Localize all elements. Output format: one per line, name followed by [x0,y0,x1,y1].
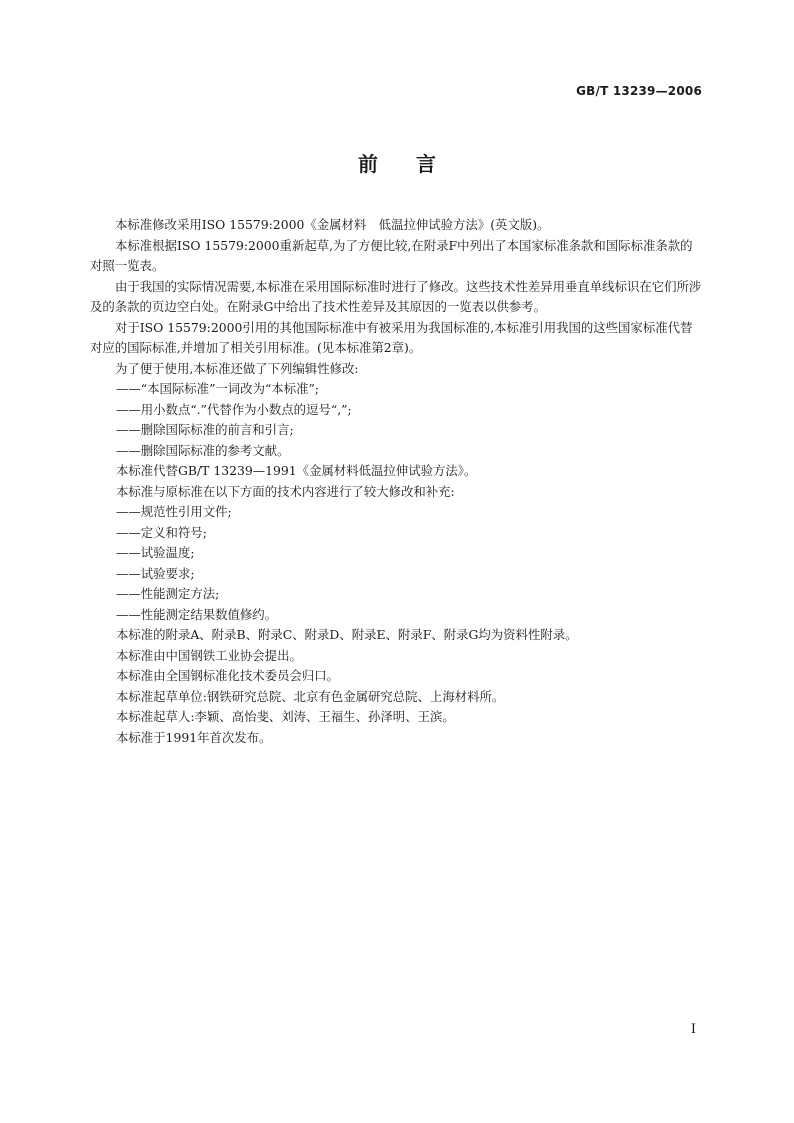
paragraph-drafters: 本标准起草人:李颖、高怡斐、刘涛、王福生、孙泽明、王滨。 [116,709,455,724]
paragraph-replaces: 本标准代替GB/T 13239—1991《金属材料低温拉伸试验方法》。 [116,463,477,478]
paragraph-editorial-intro: 为了便于使用,本标准还做了下列编辑性修改: [115,360,359,376]
paragraph-first-issue: 本标准于1991年首次发布。 [116,729,272,745]
paragraph-changes-intro: 本标准与原标准在以下方面的技术内容进行了较大修改和补充: [116,483,455,499]
page-number: I [690,1022,696,1037]
editorial-change-item: ——删除国际标准的前言和引言; [116,422,294,437]
technical-change-item: ——性能测定方法; [116,586,220,601]
standard-code: GB/T 13239—2006 [576,84,702,98]
technical-change-item: ——试验要求; [116,565,195,581]
technical-change-item: ——定义和符号; [116,524,207,540]
editorial-change-item: ——用小数点“.”代替作为小数点的逗号“,”; [116,401,352,417]
page-title: 前言 [358,152,474,176]
paragraph-proposer: 本标准由中国钢铁工业协会提出。 [116,647,302,663]
technical-change-item: ——试验温度; [116,545,195,560]
paragraph-drafting-units: 本标准起草单位:钢铁研究总院、北京有色金属研究总院、上海材料所。 [116,688,505,704]
editorial-change-item: ——删除国际标准的参考文献。 [116,442,290,458]
foreword-body [90,215,704,748]
paragraph-adoption: 本标准修改采用ISO 15579:2000《金属材料 低温拉伸试验方法》(英文版)。 [115,217,550,232]
technical-change-item: ——规范性引用文件; [116,504,232,519]
paragraph-committee: 本标准由全国钢标准化技术委员会归口。 [116,668,340,683]
paragraph-redrafting: 本标准根据ISO 15579:2000重新起草,为了方便比较,在附录F中列出了本国家标准条款和国际标准条款的对照一览表。 [90,237,693,273]
paragraph-annexes: 本标准的附录A、附录B、附录C、附录D、附录E、附录F、附录G均为资料性附录。 [116,627,578,642]
editorial-change-item: ——“本国际标准”一词改为“本标准”; [116,381,319,396]
paragraph-referenced-standards: 对于ISO 15579:2000引用的其他国际标准中有被采用为我国标准的,本标准引用我国的这些国家标准代替对应的国际标准,并增加了相关引用标准。(见本标准第2章)。 [90,319,693,355]
paragraph-modifications: 由于我国的实际情况需要,本标准在采用国际标准时进行了修改。这些技术性差异用垂直单线标识在它们所涉及的条款的页边空白处。在附录G中给出了技术性差异及其原因的一览表以供参考。 [90,278,702,314]
technical-change-item: ——性能测定结果数值修约。 [116,606,278,622]
